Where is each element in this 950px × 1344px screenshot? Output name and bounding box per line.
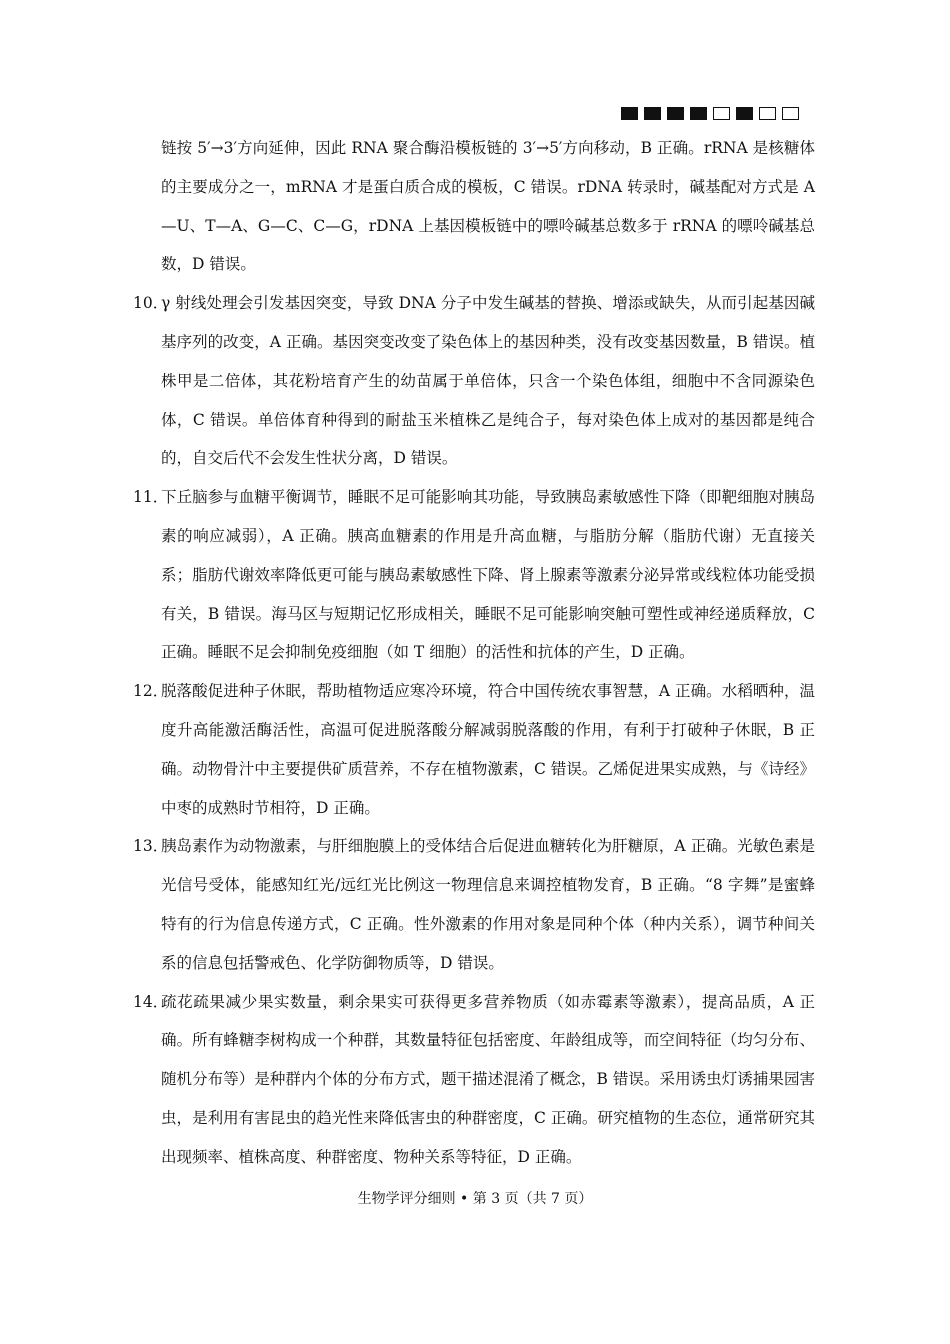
question-10 bbox=[133, 284, 815, 478]
answer-explanations bbox=[133, 129, 815, 1177]
question-13 bbox=[133, 827, 815, 982]
paragraph-text: 胰岛素作为动物激素，与肝细胞膜上的受体结合后促进血糖转化为肝糖原，A 正确。光敏色素是光信号受体，能感知红光/远红光比例这一物理信息来调控植物发育，B 正确。“8 字舞”是蜜蜂特有的行为信息传递方式，C 正确。性外激素的作用对象是同种个体（种内关系），调节种间关系的信息包括警戒色、化学防御物质等，D 错误。 bbox=[161, 837, 815, 972]
paragraph-text: 链按 5′→3′方向延伸，因此 RNA 聚合酶沿模板链的 3′→5′方向移动，B 正确。rRNA 是核糖体的主要成分之一，mRNA 才是蛋白质合成的模板，C 错误。rDNA 转录时，碱基配对方式是 A—U、T—A、G—C、C—G，rDNA 上基因模板链中的嘌呤碱基总数多于 rRNA 的嘌呤碱基总数，D 错误。 bbox=[161, 139, 815, 274]
question-number: 13． bbox=[133, 837, 169, 856]
page-footer: 生物学评分细则 • 第 3 页（共 7 页） bbox=[357, 1191, 593, 1207]
header-mark bbox=[782, 107, 799, 120]
question-12 bbox=[133, 672, 815, 827]
question-number: 10． bbox=[133, 294, 169, 313]
header-mark bbox=[713, 107, 730, 120]
header-marks bbox=[621, 107, 799, 120]
paragraph-continued bbox=[161, 129, 815, 284]
question-14 bbox=[133, 983, 815, 1177]
header-mark bbox=[736, 107, 753, 120]
paragraph-text: 下丘脑参与血糖平衡调节，睡眠不足可能影响其功能，导致胰岛素敏感性下降（即靶细胞对胰岛素的响应减弱），A 正确。胰高血糖素的作用是升高血糖，与脂肪分解（脂肪代谢）无直接关系；脂肪代谢效率降低更可能与胰岛素敏感性下降、肾上腺素等激素分泌异常或线粒体功能受损有关，B 错误。海马区与短期记忆形成相关，睡眠不足可能影响突触可塑性或神经递质释放，C 正确。睡眠不足会抑制免疫细胞（如 T 细胞）的活性和抗体的产生，D 正确。 bbox=[161, 488, 815, 662]
paragraph-text: 脱落酸促进种子休眠，帮助植物适应寒冷环境，符合中国传统农事智慧，A 正确。水稻晒种，温度升高能激活酶活性，高温可促进脱落酸分解减弱脱落酸的作用，有利于打破种子休眠，B 正确。动物骨汁中主要提供矿质营养，不存在植物激素，C 错误。乙烯促进果实成熟，与《诗经》中枣的成熟时节相符，D 正确。 bbox=[161, 682, 815, 817]
header-mark bbox=[644, 107, 661, 120]
question-11 bbox=[133, 478, 815, 672]
paragraph-text: γ 射线处理会引发基因突变，导致 DNA 分子中发生碱基的替换、增添或缺失，从而引起基因碱基序列的改变，A 正确。基因突变改变了染色体上的基因种类，没有改变基因数量，B 错误。植株甲是二倍体，其花粉培育产生的幼苗属于单倍体，只含一个染色体组，细胞中不含同源染色体，C 错误。单倍体育种得到的耐盐玉米植株乙是纯合子，每对染色体上成对的基因都是纯合的，自交后代不会发生性状分离，D 错误。 bbox=[161, 294, 815, 468]
question-number: 11． bbox=[133, 488, 169, 507]
paragraph-text: 疏花疏果减少果实数量，剩余果实可获得更多营养物质（如赤霉素等激素），提高品质，A 正确。所有蜂糖李树构成一个种群，其数量特征包括密度、年龄组成等，而空间特征（均匀分布、随机分布等）是种群内个体的分布方式，题干描述混淆了概念，B 错误。采用诱虫灯诱捕果园害虫，是利用有害昆虫的趋光性来降低害虫的种群密度，C 正确。研究植物的生态位，通常研究其出现频率、植株高度、种群密度、物种关系等特征，D 正确。 bbox=[161, 992, 815, 1166]
header-mark bbox=[690, 107, 707, 120]
question-number: 12． bbox=[133, 682, 169, 701]
header-mark bbox=[759, 107, 776, 120]
header-mark bbox=[667, 107, 684, 120]
question-number: 14． bbox=[133, 992, 169, 1011]
header-mark bbox=[621, 107, 638, 120]
